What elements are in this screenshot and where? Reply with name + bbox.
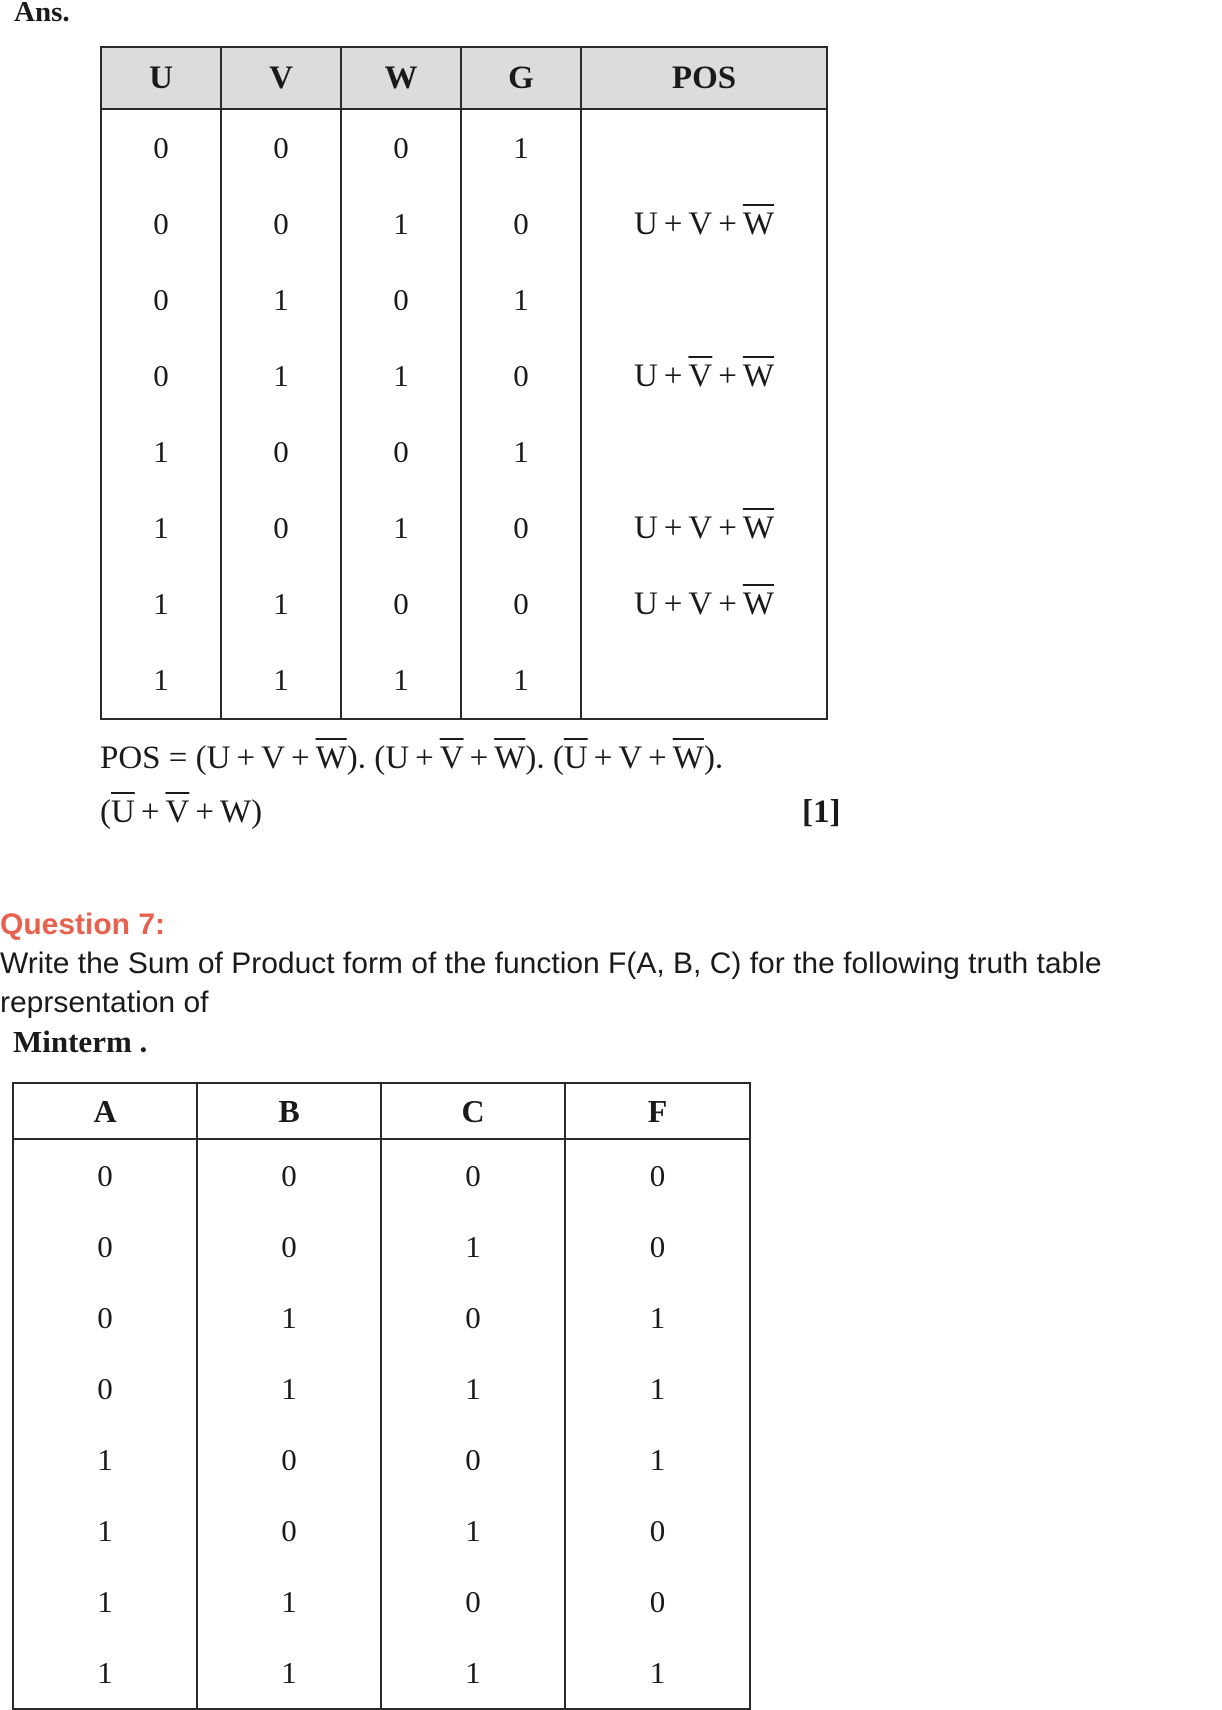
header-u: U xyxy=(101,47,221,109)
table-cell: 0 xyxy=(565,1495,750,1566)
pos-expression-terms-2 xyxy=(100,794,262,830)
plus-operator: + xyxy=(469,740,489,776)
table-row xyxy=(101,642,827,719)
table-cell: 1 xyxy=(101,414,221,490)
variable-v: V xyxy=(618,740,643,776)
table-row xyxy=(13,1139,750,1211)
table-cell: 1 xyxy=(381,1637,565,1709)
header-a: A xyxy=(13,1083,197,1139)
close-paren: ). xyxy=(346,740,375,776)
sop-truth-table xyxy=(12,1082,751,1710)
table-cell: 1 xyxy=(341,186,461,262)
table-cell: 1 xyxy=(101,642,221,719)
table-cell: 1 xyxy=(381,1495,565,1566)
header-w: W xyxy=(341,47,461,109)
table-cell: 0 xyxy=(565,1139,750,1211)
marks-label: [1] xyxy=(802,794,841,830)
variable-v: V xyxy=(688,585,713,622)
pos-expression-prefix: POS = xyxy=(100,740,188,776)
pos-term-cell xyxy=(581,186,827,262)
header-g: G xyxy=(461,47,581,109)
table-cell: 1 xyxy=(221,338,341,414)
table-cell: 1 xyxy=(565,1637,750,1709)
table-cell: 0 xyxy=(101,262,221,338)
open-paren: ( xyxy=(195,740,207,776)
plus-operator: + xyxy=(718,585,737,622)
table-cell: 1 xyxy=(381,1211,565,1282)
table-row xyxy=(13,1637,750,1709)
table-cell: 0 xyxy=(197,1139,381,1211)
table-row xyxy=(101,414,827,490)
question-heading: Question 7: xyxy=(0,908,166,941)
variable-v: V xyxy=(261,740,285,776)
table-cell: 0 xyxy=(221,490,341,566)
table-cell: 1 xyxy=(197,1637,381,1709)
variable-v: V xyxy=(688,205,713,242)
pos-table-header-row xyxy=(101,47,827,109)
table-cell: 1 xyxy=(565,1282,750,1353)
variable-v-complement: $\overline{V}$ xyxy=(165,794,190,830)
table-cell: 1 xyxy=(13,1566,197,1637)
table-cell: 0 xyxy=(565,1566,750,1637)
variable-u: U xyxy=(633,357,658,394)
variable-w: W xyxy=(219,794,252,830)
question-text: Write the Sum of Product form of the function F(A, B, C) for the following truth table reprsentation of xyxy=(0,947,1102,1019)
pos-term-cell xyxy=(581,566,827,642)
table-cell: 0 xyxy=(101,186,221,262)
table-cell: 1 xyxy=(381,1353,565,1424)
close-paren: ) xyxy=(251,794,263,830)
table-cell: 0 xyxy=(101,338,221,414)
table-row xyxy=(101,186,827,262)
variable-u: U xyxy=(633,585,658,622)
plus-operator: + xyxy=(663,357,683,394)
table-cell: 0 xyxy=(13,1211,197,1282)
variable-u-complement: $\overline{U}$ xyxy=(563,740,588,776)
pos-term-cell xyxy=(581,490,827,566)
pos-expression-line-2 xyxy=(100,794,262,831)
table-cell: 1 xyxy=(221,262,341,338)
open-paren: ( xyxy=(374,740,386,776)
table-cell: 1 xyxy=(461,642,581,719)
table-row xyxy=(13,1282,750,1353)
plus-operator: + xyxy=(648,740,667,776)
open-paren: ( xyxy=(552,740,564,776)
variable-w-complement: $\overline{W}$ xyxy=(315,740,347,776)
table-row xyxy=(13,1353,750,1424)
variable-v-complement: $\overline{V}$ xyxy=(688,357,713,394)
table-cell: 0 xyxy=(461,338,581,414)
table-cell: 1 xyxy=(341,338,461,414)
header-b: B xyxy=(197,1083,381,1139)
plus-operator: + xyxy=(718,509,737,546)
table-cell: 0 xyxy=(461,186,581,262)
table-cell: 1 xyxy=(101,490,221,566)
table-cell: 1 xyxy=(341,490,461,566)
table-cell: 0 xyxy=(381,1424,565,1495)
header-pos: POS xyxy=(581,47,827,109)
header-f: F xyxy=(565,1083,750,1139)
table-cell: 0 xyxy=(381,1566,565,1637)
table-row xyxy=(101,109,827,186)
plus-operator: + xyxy=(415,740,434,776)
header-v: V xyxy=(221,47,341,109)
header-c: C xyxy=(381,1083,565,1139)
table-cell: 0 xyxy=(221,109,341,186)
table-cell: 0 xyxy=(381,1139,565,1211)
table-row xyxy=(13,1495,750,1566)
pos-truth-table xyxy=(100,46,828,720)
table-cell: 1 xyxy=(197,1566,381,1637)
pos-term-cell xyxy=(581,338,827,414)
table-cell: 0 xyxy=(341,414,461,490)
variable-u: U xyxy=(206,740,231,776)
minterm-label: Minterm . xyxy=(13,1024,148,1059)
close-paren: ). xyxy=(703,740,724,776)
table-row xyxy=(13,1566,750,1637)
plus-operator: + xyxy=(236,740,256,776)
table-cell: 1 xyxy=(13,1637,197,1709)
table-cell: 0 xyxy=(197,1424,381,1495)
table-cell: 1 xyxy=(13,1495,197,1566)
table-cell: 0 xyxy=(565,1211,750,1282)
variable-u: U xyxy=(633,509,658,546)
plus-operator: + xyxy=(663,509,683,546)
table-cell: 1 xyxy=(101,566,221,642)
variable-v: V xyxy=(688,509,713,546)
table-cell: 1 xyxy=(461,262,581,338)
table-cell: 0 xyxy=(13,1139,197,1211)
pos-expression-line-1 xyxy=(100,740,723,777)
table-cell: 0 xyxy=(221,414,341,490)
table-cell: 0 xyxy=(341,262,461,338)
variable-w-complement: $\overline{W}$ xyxy=(742,357,775,394)
table-cell: 0 xyxy=(13,1282,197,1353)
table-row xyxy=(101,566,827,642)
table-cell: 1 xyxy=(461,109,581,186)
table-cell: 1 xyxy=(565,1353,750,1424)
table-cell: 1 xyxy=(197,1282,381,1353)
plus-operator: + xyxy=(718,357,737,394)
variable-v-complement: $\overline{V}$ xyxy=(439,740,464,776)
table-row xyxy=(13,1424,750,1495)
plus-operator: + xyxy=(718,205,737,242)
table-cell: 1 xyxy=(461,414,581,490)
table-cell: 0 xyxy=(197,1495,381,1566)
variable-u: U xyxy=(633,205,658,242)
table-cell: 0 xyxy=(197,1211,381,1282)
variable-u-complement: $\overline{U}$ xyxy=(111,794,135,830)
variable-w-complement: $\overline{W}$ xyxy=(742,585,775,622)
table-row xyxy=(101,338,827,414)
plus-operator: + xyxy=(195,794,214,830)
table-cell: 0 xyxy=(381,1282,565,1353)
table-cell: 1 xyxy=(565,1424,750,1495)
table-cell: 0 xyxy=(101,109,221,186)
table-cell: 0 xyxy=(221,186,341,262)
variable-w-complement: $\overline{W}$ xyxy=(742,509,775,546)
table-cell: 1 xyxy=(221,642,341,719)
table-cell: 0 xyxy=(461,566,581,642)
open-paren: ( xyxy=(100,794,111,830)
pos-term-cell xyxy=(581,414,827,490)
pos-term-cell xyxy=(581,642,827,719)
plus-operator: + xyxy=(663,585,683,622)
table-row xyxy=(101,262,827,338)
table-row xyxy=(13,1211,750,1282)
table-row xyxy=(101,490,827,566)
plus-operator: + xyxy=(663,205,683,242)
close-paren: ). xyxy=(525,740,553,776)
variable-w-complement: $\overline{W}$ xyxy=(742,205,775,242)
table-cell: 0 xyxy=(341,566,461,642)
table-cell: 0 xyxy=(461,490,581,566)
answer-label: Ans. xyxy=(14,0,70,28)
plus-operator: + xyxy=(593,740,613,776)
table-cell: 0 xyxy=(13,1353,197,1424)
table-cell: 1 xyxy=(221,566,341,642)
pos-term-cell xyxy=(581,109,827,186)
table-cell: 0 xyxy=(341,109,461,186)
variable-u: U xyxy=(385,740,410,776)
pos-term-cell xyxy=(581,262,827,338)
variable-w-complement: $\overline{W}$ xyxy=(494,740,526,776)
plus-operator: + xyxy=(140,794,160,830)
table-cell: 1 xyxy=(197,1353,381,1424)
table-cell: 1 xyxy=(341,642,461,719)
pos-expression-terms-1 xyxy=(196,740,724,776)
table-cell: 1 xyxy=(13,1424,197,1495)
sop-table-header-row xyxy=(13,1083,750,1139)
plus-operator: + xyxy=(290,740,310,776)
variable-w-complement: $\overline{W}$ xyxy=(672,740,704,776)
